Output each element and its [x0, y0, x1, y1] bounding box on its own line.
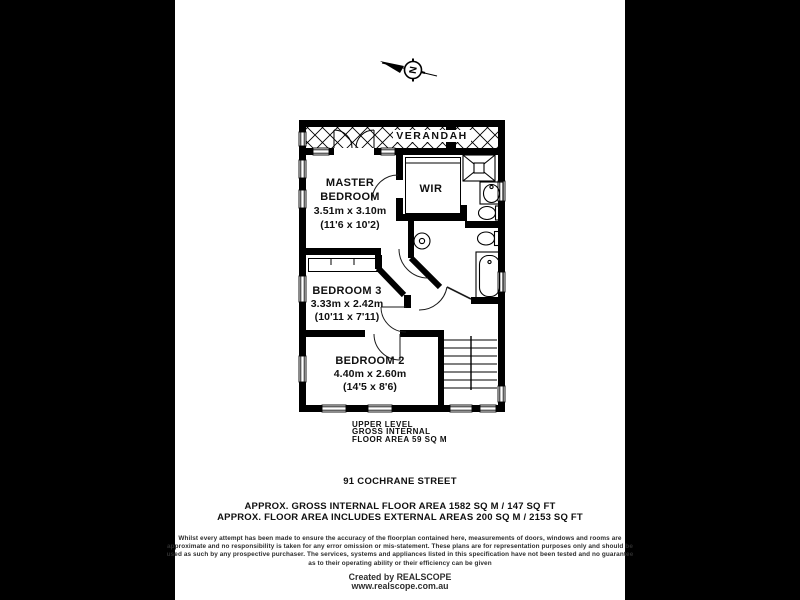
area-summary-line: APPROX. FLOOR AREA INCLUDES EXTERNAL AREAS 200 SQ M / 2153 SQ FT [217, 512, 583, 523]
basin-icon [414, 233, 430, 249]
website-text: www.realscope.com.au [351, 580, 449, 591]
room-name: BEDROOM [320, 191, 380, 203]
room-dimension-metric: 3.33m x 2.42m [310, 298, 384, 310]
wir-label: WIR [419, 183, 443, 195]
room-name: BEDROOM 2 [335, 355, 405, 367]
room-dimension-metric: 3.51m x 3.10m [313, 205, 387, 217]
bedroom2-label [310, 355, 430, 394]
room-dimension-metric: 4.40m x 2.60m [333, 368, 407, 380]
room-name: MASTER [325, 177, 375, 189]
disclaimer [100, 535, 700, 568]
bedroom3-robe-outline [309, 259, 378, 272]
credit [300, 573, 500, 590]
disclaimer-line: as to their operating ability or their efficiency can be given [308, 559, 492, 567]
created-by-text: Created by REALSCOPE [348, 572, 452, 582]
level-summary-line: UPPER LEVEL [352, 420, 414, 429]
verandah-label: VERANDAH [392, 130, 472, 142]
disclaimer-line: used as such by any prospective purchaser. The services, systems and appliances listed in this specification have not been tested and no guarantee [166, 551, 634, 559]
compass-letter: N [405, 65, 419, 75]
compass-north-icon [380, 59, 437, 82]
area-summary-line: APPROX. GROSS INTERNAL FLOOR AREA 1582 SQ M / 147 SQ FT [244, 501, 556, 512]
bedroom3-label [287, 285, 407, 324]
room-dimension-imperial: (11'6 x 10'2) [320, 219, 380, 231]
level-summary [352, 421, 502, 443]
room-name: BEDROOM 3 [312, 285, 382, 297]
disclaimer-line: Whilst every attempt has been made to ensure the accuracy of the floorplan contained here, measurements of doors, windows and rooms are [178, 535, 622, 542]
toilet-icon [478, 232, 502, 246]
room-dimension-imperial: (10'11 x 7'11) [314, 311, 380, 323]
level-summary-line: FLOOR AREA 59 SQ M [352, 434, 448, 444]
area-summary [100, 501, 700, 523]
property-address: 91 COCHRANE STREET [343, 476, 457, 487]
shower-icon [463, 155, 495, 181]
stairs-icon [444, 336, 497, 390]
master-bedroom-label [290, 176, 410, 232]
room-dimension-imperial: (14'5 x 8'6) [342, 381, 398, 393]
level-summary-line: GROSS INTERNAL [352, 427, 431, 437]
disclaimer-line: approximate and no responsibility is taken for any error omission or mis-statement. These plans are for representation purposes only and should be [167, 543, 633, 551]
